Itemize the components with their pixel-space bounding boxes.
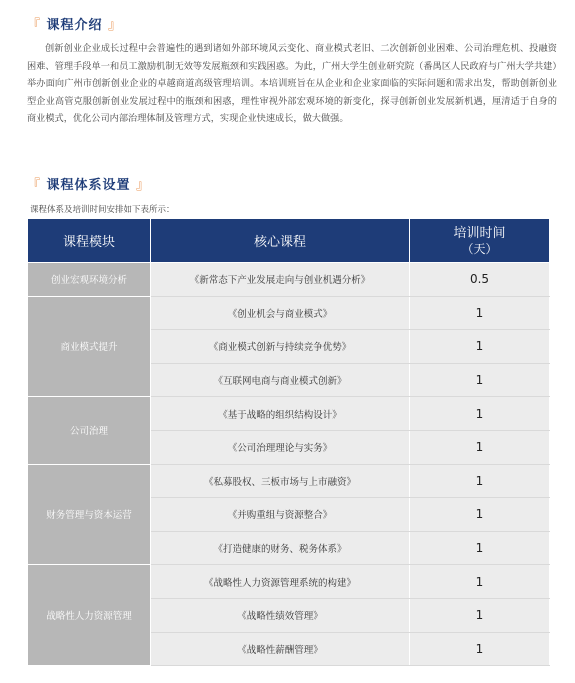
module-cell: 公司治理 <box>28 397 151 464</box>
bracket-close: 』 <box>108 18 123 33</box>
header-time-line1: 培训时间 <box>453 225 506 241</box>
days-cell: 1 <box>410 531 550 565</box>
days-cell: 1 <box>410 498 550 532</box>
header-time <box>410 219 550 263</box>
module-cell: 创业宏观环境分析 <box>28 263 151 297</box>
days-cell: 1 <box>410 565 550 599</box>
header-module: 课程模块 <box>28 219 151 263</box>
course-cell: 《打造健康的财务、税务体系》 <box>151 531 410 565</box>
days-cell: 1 <box>410 363 550 397</box>
course-cell: 《公司治理理论与实务》 <box>151 430 410 464</box>
course-cell: 《战略性人力资源管理系统的构建》 <box>151 565 410 599</box>
system-heading <box>27 174 150 193</box>
table-row <box>28 397 550 431</box>
course-table <box>27 218 550 666</box>
table-row <box>28 464 550 498</box>
intro-title: 课程介绍 <box>46 18 103 33</box>
intro-heading <box>27 14 122 33</box>
days-cell: 1 <box>410 397 550 431</box>
course-cell: 《战略性薪酬管理》 <box>151 632 410 666</box>
days-cell: 1 <box>410 598 550 632</box>
course-cell: 《商业模式创新与持续竞争优势》 <box>151 330 410 364</box>
bracket-open: 『 <box>27 178 42 193</box>
course-cell: 《基于战略的组织结构设计》 <box>151 397 410 431</box>
days-cell: 1 <box>410 464 550 498</box>
intro-paragraph: 创新创业企业成长过程中会普遍性的遇到诸如外部环境风云变化、商业模式老旧、二次创新创业困难、公司治理危机、投融资困难、管理手段单一和员工激励机制无效等发展瓶颈和实践困惑。为此，广州大学生创业研究院（番禺区人民政府与广州大学共建）举办面向广州市创新创业企业的卓越商道高级管理培训。本培训班旨在从企业和企业家面临的实际问题和需求出发，帮助创新创业型企业高管克服创新创业发展过程中的瓶颈和困惑，理性审视外部宏观环境的新变化，探寻创新创业发展新机遇，厘清适于自身的商业模式，优化公司内部治理体制及管理方式，实现企业快速成长，做大做强。 <box>27 43 557 124</box>
days-cell: 0.5 <box>410 263 550 297</box>
header-time-line2: （天） <box>461 241 498 256</box>
course-cell: 《新常态下产业发展走向与创业机遇分析》 <box>151 263 410 297</box>
table-header-row <box>28 219 550 263</box>
table-note: 课程体系及培训时间安排如下表所示： <box>30 205 175 215</box>
header-core: 核心课程 <box>151 219 410 263</box>
days-cell: 1 <box>410 632 550 666</box>
module-cell: 财务管理与资本运营 <box>28 464 151 565</box>
days-cell: 1 <box>410 330 550 364</box>
system-title: 课程体系设置 <box>46 178 131 193</box>
course-cell: 《并购重组与资源整合》 <box>151 498 410 532</box>
table-row <box>28 296 550 330</box>
days-cell: 1 <box>410 430 550 464</box>
course-cell: 《创业机会与商业模式》 <box>151 296 410 330</box>
table-row <box>28 263 550 297</box>
module-cell: 商业模式提升 <box>28 296 151 397</box>
bracket-close: 』 <box>136 178 151 193</box>
course-cell: 《私募股权、三板市场与上市融资》 <box>151 464 410 498</box>
course-cell: 《互联网电商与商业模式创新》 <box>151 363 410 397</box>
table-row <box>28 565 550 599</box>
module-cell: 战略性人力资源管理 <box>28 565 151 666</box>
days-cell: 1 <box>410 296 550 330</box>
course-cell: 《战略性绩效管理》 <box>151 598 410 632</box>
bracket-open: 『 <box>27 18 42 33</box>
